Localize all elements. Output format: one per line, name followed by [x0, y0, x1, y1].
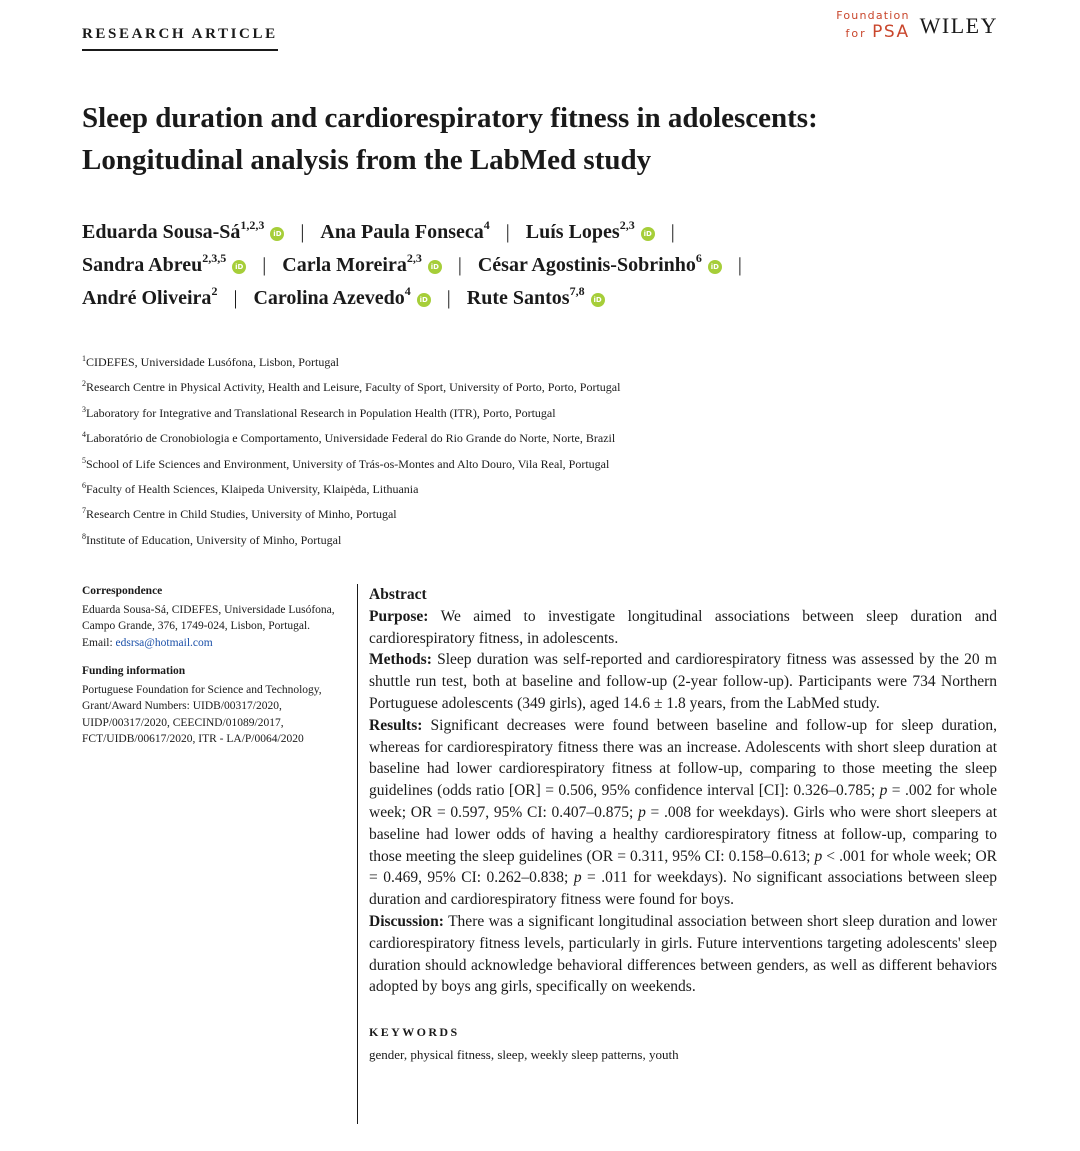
sidebar-info [82, 583, 344, 760]
correspondence-block [82, 583, 344, 651]
abstract-results: Results: Significant decreases were found between baseline and follow-up for sleep duration, whereas for cardiorespiratory fitness there was an increase. Adolescents with short sleep duration at baseline had lower cardiorespiratory fitness at follow-up, comparing to those meeting the sleep guidelines (odds ratio [OR] = 0.506, 95% confidence interval [CI]: 0.326–0.785; p = .002 for whole week; OR = 0.597, 95% CI: 0.407–0.875; p = .008 for weekdays). Girls who were short sleepers at baseline had lower odds of having a healthy cardiorespiratory fitness at follow-up, comparing to those meeting the sleep guidelines (OR = 0.311, 95% CI: 0.158–0.613; p < .001 for whole week; OR = 0.469, 95% CI: 0.262–0.838; p = .011 for weekdays). No significant associations between sleep duration and cardiorespiratory fitness were found for boys. [369, 716, 997, 909]
keywords-text: gender, physical fitness, sleep, weekly sleep patterns, youth [369, 1047, 679, 1063]
author-separator: | [262, 254, 267, 276]
author[interactable]: Ana Paula Fonseca$^4$ [320, 218, 490, 243]
logo-psa-text: PSA [872, 22, 910, 42]
title-line-2: Longitudinal analysis from the LabMed study [82, 144, 652, 176]
abstract-methods: Methods: Sleep duration was self-reported and cardiorespiratory fitness was assessed by the 20 m shuttle run test, both at baseline and follow-up (2-year follow-up). Participants were 734 Northern Portuguese adolescents (349 girls), aged 14.6 ± 1.8 years, from the LabMed study. [369, 651, 997, 712]
author-separator: | [505, 221, 510, 243]
author[interactable]: Carla Moreira$^{2,3}$iD [282, 254, 442, 276]
affiliation-list [82, 350, 1002, 553]
email-label: Email: [82, 636, 113, 649]
correspondence-text: Eduarda Sousa-Sá, CIDEFES, Universidade Lusófona, Campo Grande, 376, 1749-024, Lisbon, Portugal. [82, 603, 335, 632]
orcid-icon[interactable]: iD [708, 260, 722, 274]
article-title [82, 97, 1002, 181]
email-link[interactable]: edsrsa@hotmail.com [115, 636, 213, 649]
author-separator: | [737, 254, 742, 276]
author-separator: | [446, 287, 451, 309]
correspondence-email-line [82, 635, 344, 652]
column-divider [357, 584, 358, 1124]
correspondence-heading: Correspondence [82, 585, 163, 597]
affiliation-item: $^1$CIDEFES, Universidade Lusófona, Lisbon, Portugal [82, 354, 339, 369]
article-type-label: RESEARCH ARTICLE [82, 26, 278, 51]
orcid-icon[interactable]: iD [232, 260, 246, 274]
affiliation-item: $^2$Research Centre in Physical Activity, Health and Leisure, Faculty of Sport, University of Porto, Porto, Portugal [82, 379, 621, 395]
title-line-1: Sleep duration and cardiorespiratory fitness in adolescents: [82, 102, 818, 134]
author[interactable]: Eduarda Sousa-Sá$^{1,2,3}$iD [82, 221, 284, 243]
keywords-heading: KEYWORDS [369, 1025, 460, 1040]
wiley-logo: WILEY [919, 12, 998, 38]
author[interactable]: Sandra Abreu$^{2,3,5}$iD [82, 254, 246, 276]
foundation-psa-logo [836, 10, 909, 41]
author[interactable]: César Agostinis-Sobrinho$^6$iD [478, 254, 722, 276]
affiliation-item: $^6$Faculty of Health Sciences, Klaipeda University, Klaipėda, Lithuania [82, 481, 419, 497]
abstract-discussion: Discussion: There was a significant longitudinal association between short sleep duration and lower cardiorespiratory fitness levels, particularly in girls. Future interventions targeting adolescents' sleep duration should acknowledge behavioral differences between genders, as well as different behaviors adopted by boys ang girls, specifically on weekends. [369, 912, 997, 996]
logo-for-text: for [845, 27, 867, 40]
author[interactable]: Rute Santos$^{7,8}$iD [467, 287, 605, 309]
orcid-icon[interactable]: iD [591, 293, 605, 307]
orcid-icon[interactable]: iD [428, 260, 442, 274]
orcid-icon[interactable]: iD [417, 293, 431, 307]
author-list [82, 216, 1002, 315]
author-separator: | [233, 287, 238, 309]
orcid-icon[interactable]: iD [641, 227, 655, 241]
logo-for-psa [836, 24, 909, 41]
funding-heading: Funding information [82, 665, 186, 677]
funding-block [82, 663, 344, 748]
author[interactable]: Carolina Azevedo$^4$iD [253, 287, 430, 309]
abstract-heading: Abstract [369, 586, 427, 603]
funding-text: Portuguese Foundation for Science and Technology, Grant/Award Numbers: UIDB/00317/2020, UIDP/00317/2020, CEECIND/01089/2017, FCT/UIDB/00617/2020, ITR - LA/P/0064/2020 [82, 683, 322, 745]
abstract-section [369, 584, 997, 1066]
author-separator: | [670, 221, 675, 243]
affiliation-item: $^3$Laboratory for Integrative and Translational Research in Population Health (ITR), Porto, Portugal [82, 404, 556, 420]
author-separator: | [457, 254, 462, 276]
orcid-icon[interactable]: iD [270, 227, 284, 241]
affiliation-item: $^7$Research Centre in Child Studies, University of Minho, Portugal [82, 506, 397, 522]
author[interactable]: Luís Lopes$^{2,3}$iD [526, 221, 655, 243]
abstract-purpose: Purpose: We aimed to investigate longitudinal associations between sleep duration and cardiorespiratory fitness, in adolescents. [369, 607, 997, 647]
affiliation-item: $^4$Laboratório de Cronobiologia e Comportamento, Universidade Federal do Rio Grande do Norte, Norte, Brazil [82, 430, 616, 446]
affiliation-item: $^5$School of Life Sciences and Environment, University of Trás-os-Montes and Alto Douro, Vila Real, Portugal [82, 455, 610, 471]
publisher-logo[interactable] [836, 10, 998, 41]
author-separator: | [300, 221, 305, 243]
affiliation-item: $^8$Institute of Education, University of Minho, Portugal [82, 531, 342, 547]
logo-foundation-text: Foundation [836, 9, 910, 22]
author[interactable]: André Oliveira$^2$ [82, 284, 218, 309]
